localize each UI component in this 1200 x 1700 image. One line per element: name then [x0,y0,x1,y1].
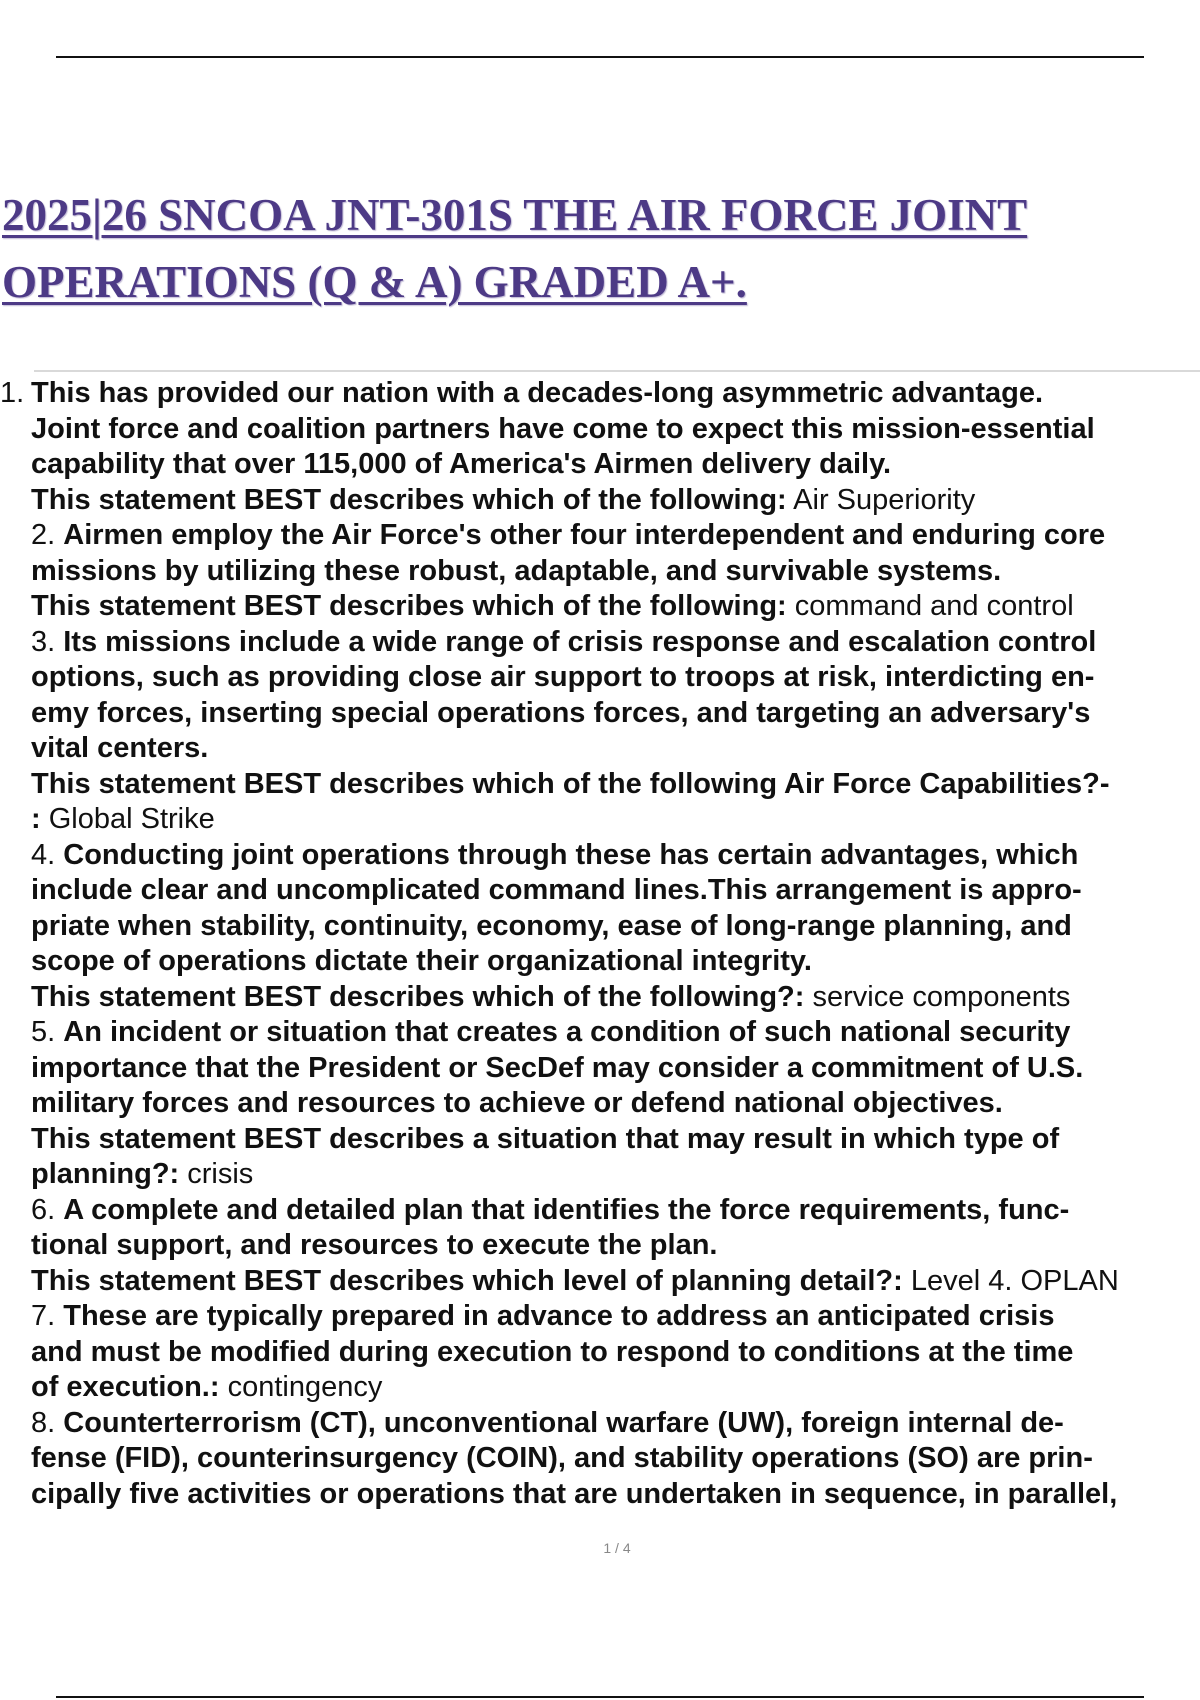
question-text-line: Counterterrorism (CT), unconventional warfare (UW), foreign internal de- [63,1406,1064,1439]
answer-text: service components [812,980,1071,1013]
question-text-line: capability that over 115,000 of America's Airmen delivery daily. [31,448,892,480]
question-prompt: This statement BEST describes which of the following: [31,590,787,622]
question-prompt: of execution.: [31,1371,220,1403]
page-indicator: 1 / 4 [603,1540,631,1556]
question-text-line: Its missions include a wide range of crisis response and escalation control [63,625,1097,658]
question-number: 8. [31,1406,56,1439]
question-item-3 [0,625,1200,838]
question-item-7 [0,1299,1200,1406]
question-text-line: fense (FID), counterinsurgency (COIN), and stability operations (SO) are prin- [31,1442,1093,1474]
top-rule [56,56,1144,58]
title-divider [34,370,1200,372]
question-text-line: vital centers. [31,732,209,764]
question-list [0,376,1200,1512]
bottom-rule [56,1696,1144,1698]
question-text-line: Conducting joint operations through these has certain advantages, which [63,838,1079,871]
answer-text: Air Superiority [793,483,976,516]
question-prompt: This statement BEST describes which level of planning detail?: [31,1264,903,1297]
question-prompt-continued: planning?: [31,1158,180,1190]
question-text-line: These are typically prepared in advance to address an anticipated crisis [63,1300,1055,1332]
question-text-line: scope of operations dictate their organizational integrity. [31,945,812,977]
question-prompt: This statement BEST describes which of the following?: [31,980,805,1013]
question-item-5 [0,1015,1200,1193]
question-number: 3. [31,625,56,658]
question-number: 6. [31,1193,56,1226]
question-item-8 [0,1406,1200,1513]
question-number: 4. [31,838,56,871]
question-prompt: This statement BEST describes a situation that may result in which type of [31,1122,1060,1155]
answer-text: contingency [227,1371,383,1403]
question-text-line: Joint force and coalition partners have come to expect this mission-essential [31,412,1095,445]
title-line-1: 2025|26 SNCOA JNT-301S THE AIR FORCE JOINT [2,190,1028,240]
question-text-line: cipally five activities or operations that are undertaken in sequence, in parallel, [31,1477,1118,1510]
question-item-2 [0,518,1200,625]
question-text-line: missions by utilizing these robust, adaptable, and survivable systems. [31,554,1002,587]
question-text-line: A complete and detailed plan that identifies the force requirements, func- [63,1193,1070,1226]
question-text-line: include clear and uncomplicated command lines.This arrangement is appro- [31,874,1082,906]
answer-text: crisis [187,1158,254,1190]
question-text-line: emy forces, inserting special operations forces, and targeting an adversary's [31,696,1091,729]
question-text-line: and must be modified during execution to respond to conditions at the time [31,1335,1074,1368]
question-number: 7. [31,1300,56,1332]
question-text-line: priate when stability, continuity, economy, ease of long-range planning, and [31,909,1072,942]
question-text-line: Airmen employ the Air Force's other four interdependent and enduring core [63,519,1106,551]
title-line-2: OPERATIONS (Q & A) GRADED A+. [2,257,747,307]
question-text-line: importance that the President or SecDef may consider a commitment of U.S. [31,1051,1084,1084]
document-title [2,182,1192,316]
question-number: 2. [31,519,56,551]
answer-text: command and control [794,590,1074,622]
answer-text: Level 4. OPLAN [910,1264,1119,1297]
question-prompt-continued: : [31,803,41,835]
question-item-6 [0,1193,1200,1300]
answer-text: Global Strike [48,803,215,835]
question-item-1 [0,376,1200,518]
question-prompt: This statement BEST describes which of the following Air Force Capabilities?- [31,767,1110,800]
question-text-line: tional support, and resources to execute the plan. [31,1229,718,1261]
question-prompt: This statement BEST describes which of the following: [31,483,787,516]
question-number: 5. [31,1016,56,1048]
question-text-line: An incident or situation that creates a condition of such national security [63,1016,1071,1048]
question-item-4 [0,838,1200,1016]
question-text-line: military forces and resources to achieve or defend national objectives. [31,1087,1003,1119]
question-number: 1. [0,377,25,409]
question-text-line: options, such as providing close air support to troops at risk, interdicting en- [31,661,1095,693]
question-text-line: This has provided our nation with a decades-long asymmetric advantage. [31,377,1044,409]
